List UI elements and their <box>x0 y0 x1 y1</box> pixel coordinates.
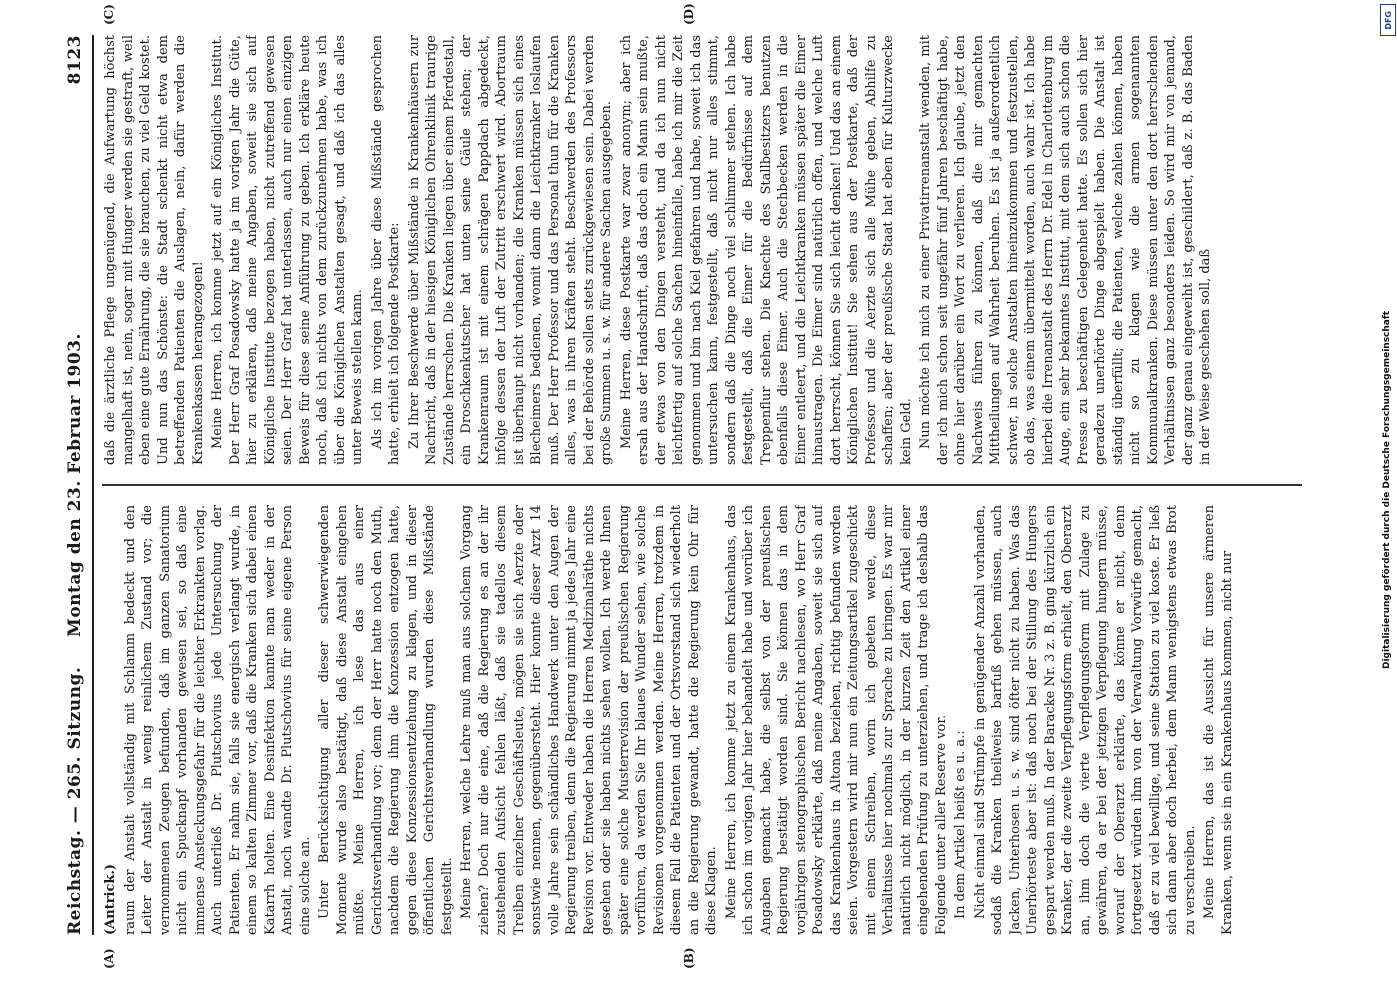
left-column-paragraph: In dem Artikel heißt es u. a.: <box>953 730 968 919</box>
right-column-paragraph: Zu Ihrer Beschwerde über Mißstände in Krankenhäusern zur Nachricht, daß in der hiesigen Königlichen Ohrenklinik traurige Zustände herrschen. Die Kranken liegen über einem Pferdestall, ein Droschkenkutscher hat unten seine Gäule stehen; der Krankenraum ist mit einem schrägen Pappdach abgedeckt, infolge dessen der Luft der Zutritt erschwert wird. Abortraum ist überhaupt nicht vorhanden; die Kranken müssen sich eines Blecheimers bedienen, womit dann die Leichtkranker loslaufen muß. Der Herr Professor und das Personal thun für die Kranken alles, was in ihren Kräften steht. Beschwerden des Professors bei der Behörde sollen stets zurückgewiesen sein. Dabei werden große Summen u. s. w. für andere Sachen ausgegeben. <box>406 35 614 465</box>
left-column-paragraph: Meine Herren, welche Lehre muß man aus solchem Vorgang ziehen? Doch nur die eine, daß die Regierung es an der ihr zustehenden Aufsicht fehlen läßt, daß sie tadellos diesem Treiben einzelner Geschäftsleute, mögen sie sich Aerzte oder sonstwie nennen, gegenübersteht. Hier konnte dieser Arzt 14 volle Jahre sein schändliches Handwerk unter den Augen der Regierung treiben, denn die Regierung nimmt ja jedes Jahr eine Revision vor. Entweder haben die Herren Medizinalräthe nichts gesehen oder sie haben nichts sehen wollen. Ich werde Ihnen später eine solche Musterrevision der preußischen Regierung vorführen, da werden Sie Ihr blaues Wunder sehen, wie solche Revisionen vorgenommen werden. Meine Herren, trotzdem in diesem Fall die Patienten und der Ortsvorstand sich wiederholt an die Regierung gewandt, hatte die Regierung kein Ohr für diese Klagen. <box>459 505 719 935</box>
left-column-paragraph: Meine Herren, ich komme jetzt zu einem Krankenhaus, das ich schon im vorigen Jahr hier behandelt habe und worüber ich Angaben gemacht habe, die selbst von der preußischen Regierung bestätigt worden sind. Sie können das in dem vorjährigen stenographischen Bericht nachlesen, wo Herr Graf Posadowsky erklärte, daß meine Angaben, soweit sie sich auf das Krankenhaus in Altona beziehen, richtig befunden worden seien. Vorgestern wird mir nun ein Zeitungsartikel zugeschickt mit einem Schreiben, worin ich gebeten werde, diese Verhältnisse hier nochmals zur Sprache zu bringen. Es war mir natürlich nicht möglich, in der kurzen Zeit den Artikel einer eingehenden Prüfung zu unterziehen, und trage ich deshalb das Folgende unter aller Reserve vor. <box>723 505 949 935</box>
right-column-paragraph: Meine Herren, ich komme jetzt auf ein Königliches Institut. Der Herr Graf Posadowsky hatte ja im vorigen Jahr die Güte, hier zu erklären, daß meine Angaben, soweit sie sich auf Königliche Institute bezogen haben, nicht zutreffend gewesen seien. Der Herr Graf hat unterlassen, auch nur einen einzigen Beweis für diese seine Anführung zu geben. Ich erkläre heute noch, daß ich nichts von dem zurückzunehmen habe, was ich über die Königlichen Anstalten gesagt, und daß ich das alles unter Beweis stellen kann. <box>210 35 365 465</box>
page-header <box>62 35 88 935</box>
margin-letter-b: (B) <box>682 947 696 969</box>
margin-letter-d: (D) <box>682 3 696 25</box>
page-number: 8123 <box>65 35 85 85</box>
header-rule <box>92 35 94 935</box>
document-page <box>62 3 1312 969</box>
right-column-paragraph: daß die ärztliche Pflege ungenügend, die Aufwartung höchst mangelhaft ist, nein, sogar mit Hunger werden sie gestraft, weil eben eine gute Ernährung, die sie brauchen, zu viel Geld kostet. Und nun das Schönste: die Stadt schenkt nicht etwa dem betreffenden Patienten die Auslagen, nein, dafür werden die Krankenkassen herangezogen! <box>103 35 206 465</box>
margin-letter-c: (C) <box>102 4 116 25</box>
column-divider <box>102 484 1302 486</box>
right-column-paragraph: Als ich im vorigen Jahre über diese Mißstände gesprochen hatte, erhielt ich folgende Postkarte: <box>369 35 402 465</box>
digitization-note: Digitalisierung gefördert durch die Deutsche Forschungsgemeinschaft <box>1382 310 1392 670</box>
left-column <box>102 505 1302 935</box>
speaker-tag: (Antrick.) <box>103 863 118 935</box>
right-column <box>102 35 1302 465</box>
margin-letter-a: (A) <box>102 948 116 969</box>
left-column-paragraph: raum der Anstalt vollständig mit Schlamm bedeckt und den Leiter der Anstalt in wenig reinlichem Zustand vor; die vernommenen Zeugen befunden, daß im ganzen Sanatorium nicht ein Spucknapf vorhanden gewesen sei, so daß eine immense Ansteckungsgefahr für die leichter Erkrankten vorlag. Auch unterließ Dr. Plutschovius jede Untersuchung der Patienten. Er nahm sie, falls sie energisch verlangt wurde, in einem so kalten Zimmer vor, daß die Kranken sich dabei einen Katarrh holten. Eine Desinfektion kannte man weder in der Anstalt, noch wandte Dr. Plutschovius für seine eigene Person eine solche an. <box>122 505 313 935</box>
right-column-paragraph: Meine Herren, diese Postkarte war zwar anonym; aber ich ersah aus der Handschrift, daß das doch ein Mann sein mußte, der etwas von den Dingen versteht, und da ich nun nicht leichtfertig auf solche Sachen hineinfalle, habe ich mir die Zeit genommen und bin nach Kiel gefahren und habe, soweit ich das untersuchen kann, festgestellt, daß nicht nur alles stimmt, sondern daß die Dinge noch viel schlimmer stehen. Ich habe festgestellt, daß die Eimer für die Bedürfnisse auf dem Treppenflur stehen. Die Knechte des Stallbesitzers benutzen ebenfalls diese Eimer. Auch die Stechbecken werden in die Eimer entleert, und die Leichtkranken müssen später die Eimer hinaustragen. Die Eimer sind natürlich offen, und welche Luft dort herrscht, können Sie sich leicht denken! Und das an einem Königlichen Institut! Sie sehen aus der Postkarte, daß der Professor und die Aerzte sich alle Mühe geben, Abhilfe zu schaffen; aber der preußische Staat hat eben für Kulturzwecke kein Geld. <box>618 35 914 465</box>
text-columns <box>102 35 1302 935</box>
right-column-paragraph: Nun möchte ich mich zu einer Privatirrenanstalt wenden, mit der ich mich schon seit ungefähr fünf Jahren beschäftigt habe, ohne hier darüber ein Wort zu verlieren. Ich glaube, jetzt den Nachweis führen zu können, daß die mir gemachten Mittheilungen auf Wahrheit beruhen. Es ist ja außerordentlich schwer, in solche Anstalten hineinzukommen und festzustellen, ob das, was einem übermittelt worden, auch wahr ist. Ich habe hierbei die Irrenanstalt des Herrn Dr. Edel in Charlottenburg im Auge, ein sehr bekanntes Institut, mit dem sich auch schon die Presse zu beschäftigen Gelegenheit hatte. Es sollen sich hier geradezu unerhörte Dinge abgespielt haben. Die Anstalt ist ständig überfüllt; die Patienten, welche zahlen können, haben nicht so zu klagen wie die armen sogenannten Kommunalkranken. Diese müssen unter den dort herrschenden Verhältnissen ganz besonders leiden. So wird mir von jemand, der ganz genau eingeweiht ist, geschildert, daß z. B. das Baden in der Weise geschehen soll, daß <box>918 35 1213 465</box>
header-center: Montag den 23. Februar 1903. <box>65 333 85 637</box>
left-column-paragraph: Meine Herren, das ist die Aussicht für unsere ärmeren Kranken, wenn sie in ein Krankenhaus kommen, nicht nur <box>1202 505 1235 935</box>
header-left: Reichstag. — 265. Sitzung. <box>65 666 85 935</box>
left-column-paragraph: Unter Berücksichtigung aller dieser schwerwiegenden Momente wurde also bestätigt, daß diese Anstalt eingehen müßte. Meine Herren, ich lese das aus einer Gerichtsverhandlung vor; denn der Herr hatte noch den Muth, nachdem die Regierung ihm die Konzession entzogen hatte, gegen diese Konzessionsentziehung zu klagen, und in dieser öffentlichen Gerichtsverhandlung wurden diese Mißstände festgestellt. <box>317 505 455 935</box>
dfg-logo: DFG <box>1380 4 1396 36</box>
left-column-paragraph: Nicht einmal sind Strümpfe in genügender Anzahl vorhanden, sodaß die Kranken theilweise barfuß gehen müssen, auch Jacken, Unterhosen u. s. w. sind öfter nicht zu haben. Was das Unerhörteste aber ist: daß noch bei der Stillung des Hungers gespart werden muß. In der Baracke Nr. 3 z. B. ging kürzlich ein Kranker, der die zweite Verpflegungsform erhielt, den Oberarzt an, ihm doch die vierte Verpflegungsform mit Zulage zu gewähren, da er bei der jetzigen Verpflegung hungern müsse, worauf der Oberarzt erklärte, das könne er nicht, denn fortgesetzt würden ihm von der Verwaltung Vorwürfe gemacht, daß er zu viel bewillige, und seine Station zu viel koste. Er ließ sich dann aber doch herbei, dem Mann wenigstens etwas Brot zu verschreiben. <box>972 505 1198 935</box>
